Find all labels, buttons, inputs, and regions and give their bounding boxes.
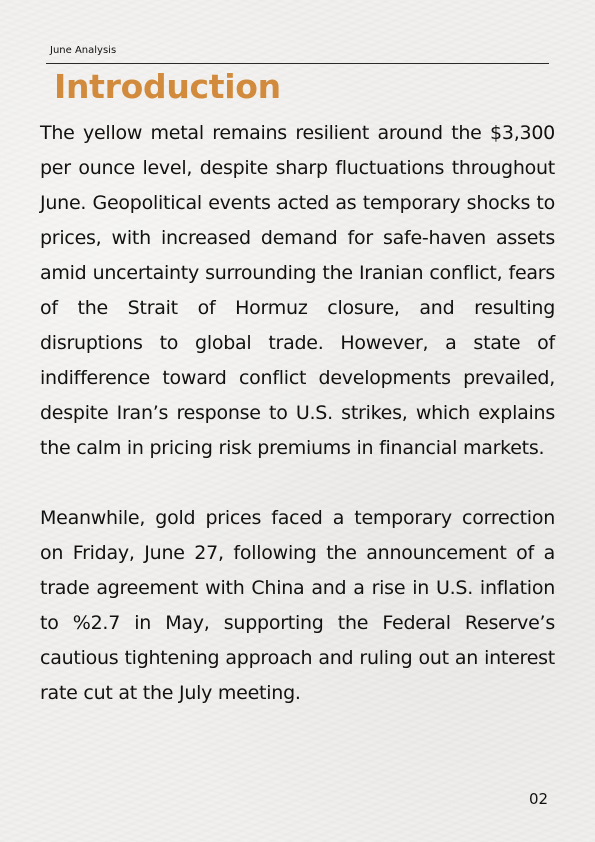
body-text bbox=[40, 116, 555, 711]
running-header: June Analysis bbox=[50, 45, 117, 56]
section-title: Introduction bbox=[54, 67, 281, 106]
page-number: 02 bbox=[529, 790, 549, 808]
paragraph-1: The yellow metal remains resilient around the $3,300 per ounce level, despite sharp fluctuations throughout June. Geopolitical events acted as temporary shocks to prices, with increased demand for safe-haven assets amid uncertainty surrounding the Iranian conflict, fears of the Strait of Hormuz closure, and resulting disruptions to global trade. However, a state of indifference toward conflict developments prevailed, despite Iran’s response to U.S. strikes, which explains the calm in pricing risk premiums in financial markets. bbox=[40, 122, 555, 459]
header-divider bbox=[46, 63, 549, 64]
paragraph-2: Meanwhile, gold prices faced a temporary correction on Friday, June 27, following the announcement of a trade agreement with China and a rise in U.S. inflation to %2.7 in May, supporting the Federal Reserve’s cautious tightening approach and ruling out an interest rate cut at the July meeting. bbox=[40, 507, 555, 704]
